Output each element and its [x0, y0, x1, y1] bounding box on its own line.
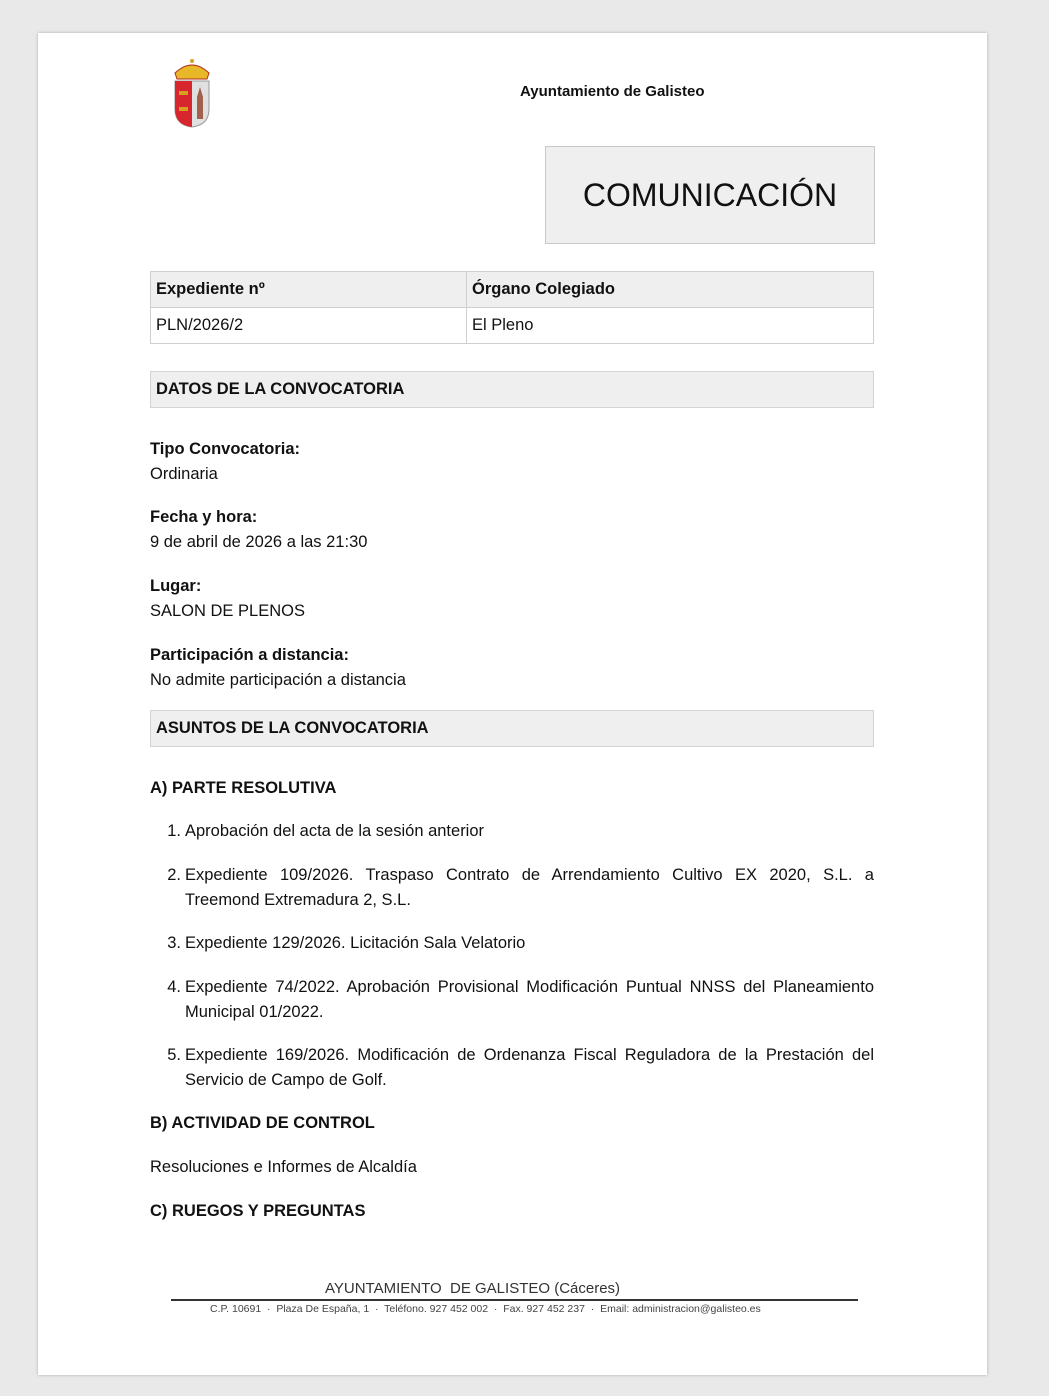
item-number: 5. [167, 1046, 181, 1064]
field-value: 9 de abril de 2026 a las 21:30 [150, 533, 368, 551]
field-value: No admite participación a distancia [150, 671, 406, 689]
item-text: Expediente 169/2026. Modificación de Ordenanza Fiscal Reguladora de la Prestación del Servicio de Campo de Golf. [185, 1046, 874, 1089]
item-number: 3. [167, 934, 181, 952]
document-title: COMUNICACIÓN [545, 146, 875, 244]
field-label: Participación a distancia: [150, 646, 349, 664]
agenda-item [150, 931, 874, 956]
item-text: Expediente 129/2026. Licitación Sala Velatorio [185, 934, 526, 952]
footer-contact: C.P. 10691 · Plaza De España, 1 · Teléfono. 927 452 002 · Fax. 927 452 237 · Email: administracion@galisteo.es [210, 1303, 761, 1315]
table-cell: PLN/2026/2 [151, 308, 467, 344]
table-header: Expediente nº [151, 272, 467, 308]
field-value: SALON DE PLENOS [150, 602, 305, 620]
section-heading-datos: DATOS DE LA CONVOCATORIA [150, 371, 874, 408]
agenda-item [150, 1043, 874, 1093]
item-text: Aprobación del acta de la sesión anterior [185, 822, 485, 840]
field-label: Tipo Convocatoria: [150, 440, 301, 458]
item-number: 2. [167, 866, 181, 884]
field-label: Lugar: [150, 577, 202, 595]
coat-of-arms-logo [171, 57, 213, 129]
section-heading-asuntos: ASUNTOS DE LA CONVOCATORIA [150, 710, 874, 747]
expediente-table [150, 271, 874, 344]
header-org-name: Ayuntamiento de Galisteo [520, 83, 705, 100]
subsection-title: C) RUEGOS Y PREGUNTAS [150, 1202, 366, 1220]
subsection-title: B) ACTIVIDAD DE CONTROL [150, 1114, 375, 1132]
footer-divider [171, 1299, 858, 1301]
document-page [38, 33, 987, 1375]
field-value: Ordinaria [150, 465, 218, 483]
subsection-title: A) PARTE RESOLUTIVA [150, 779, 337, 797]
agenda-item [150, 975, 874, 1025]
agenda-item [150, 819, 874, 844]
table-cell: El Pleno [467, 308, 874, 344]
item-number: 1. [167, 822, 181, 840]
agenda-item [150, 863, 874, 913]
field-label: Fecha y hora: [150, 508, 258, 526]
item-text: Expediente 109/2026. Traspaso Contrato de Arrendamiento Cultivo EX 2020, S.L. a Treemond Extremadura 2, S.L. [185, 866, 874, 909]
item-text: Expediente 74/2022. Aprobación Provisional Modificación Puntual NNSS del Planeamiento Municipal 01/2022. [185, 978, 874, 1021]
table-header: Órgano Colegiado [467, 272, 874, 308]
control-text: Resoluciones e Informes de Alcaldía [150, 1158, 417, 1176]
footer-title: AYUNTAMIENTO DE GALISTEO (Cáceres) [325, 1280, 621, 1297]
item-number: 4. [167, 978, 181, 996]
